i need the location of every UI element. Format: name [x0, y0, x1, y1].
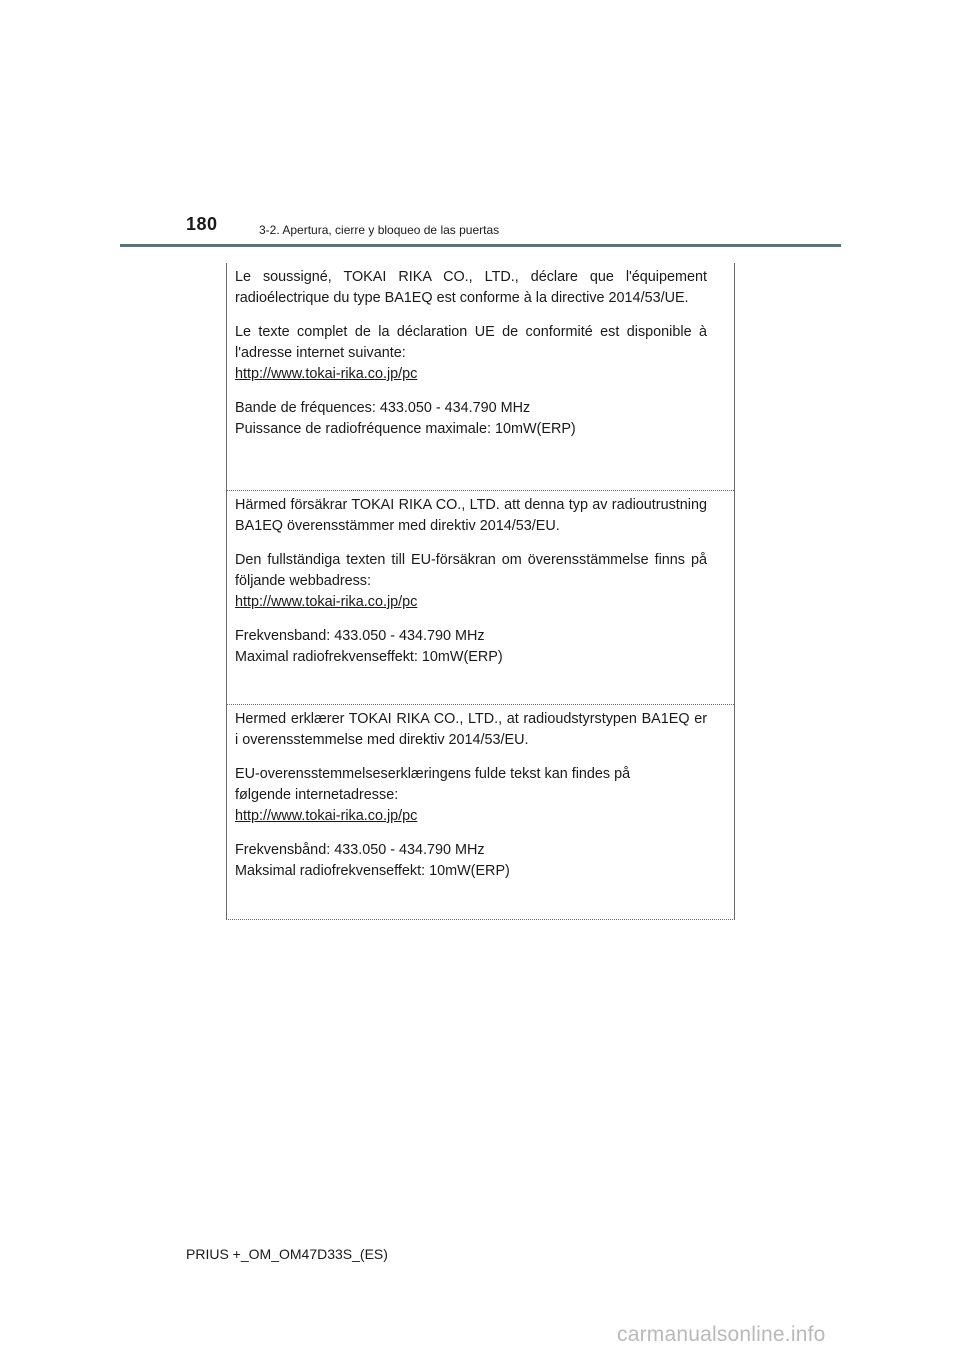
declaration-block-danish	[227, 704, 734, 919]
declaration-text: Hermed erklærer TOKAI RIKA CO., LTD., at radioudstyrstypen BA1EQ er i overensstemmelse med direktiv 2014/53/EU.	[235, 711, 707, 748]
declaration-link[interactable]: http://www.tokai-rika.co.jp/pc	[235, 594, 418, 610]
header-rule	[120, 244, 841, 247]
declaration-text: Le soussigné, TOKAI RIKA CO., LTD., déclare que l'équipement radioélectrique du type BA1EQ est conforme à la directive 2014/53/UE.	[235, 269, 707, 306]
declaration-block-french	[227, 263, 734, 490]
frequency-band-text: Frekvensbånd: 433.050 - 434.790 MHz	[235, 842, 485, 858]
availability-text-line-2: følgende internetadresse:	[235, 787, 399, 803]
availability-text-line-1: EU-overensstemmelseserklæringens fulde tekst kan findes på	[235, 766, 631, 782]
max-power-text: Maximal radiofrekvenseffekt: 10mW(ERP)	[235, 649, 503, 665]
max-power-text: Puissance de radiofréquence maximale: 10mW(ERP)	[235, 421, 576, 437]
declaration-link[interactable]: http://www.tokai-rika.co.jp/pc	[235, 366, 418, 382]
frequency-band-text: Frekvensband: 433.050 - 434.790 MHz	[235, 628, 485, 644]
declaration-text: Härmed försäkrar TOKAI RIKA CO., LTD. att denna typ av radioutrustning BA1EQ överensstämmer med direktiv 2014/53/EU.	[235, 497, 707, 534]
document-code: PRIUS +_OM_OM47D33S_(ES)	[186, 1246, 388, 1262]
section-title: 3-2. Apertura, cierre y bloqueo de las puertas	[259, 223, 500, 237]
declaration-block-swedish	[227, 490, 734, 704]
declaration-link[interactable]: http://www.tokai-rika.co.jp/pc	[235, 808, 418, 824]
page-number: 180	[186, 214, 218, 234]
availability-text: Den fullständiga texten till EU-försäkran om överensstämmelse finns på följande webbadress:	[235, 552, 707, 589]
declaration-box	[226, 263, 735, 920]
availability-text: Le texte complet de la déclaration UE de conformité est disponible à l'adresse internet suivante:	[235, 324, 707, 361]
max-power-text: Maksimal radiofrekvenseffekt: 10mW(ERP)	[235, 863, 510, 879]
frequency-band-text: Bande de fréquences: 433.050 - 434.790 MHz	[235, 400, 531, 416]
watermark-text: carmanualsonline.info	[617, 1323, 826, 1346]
